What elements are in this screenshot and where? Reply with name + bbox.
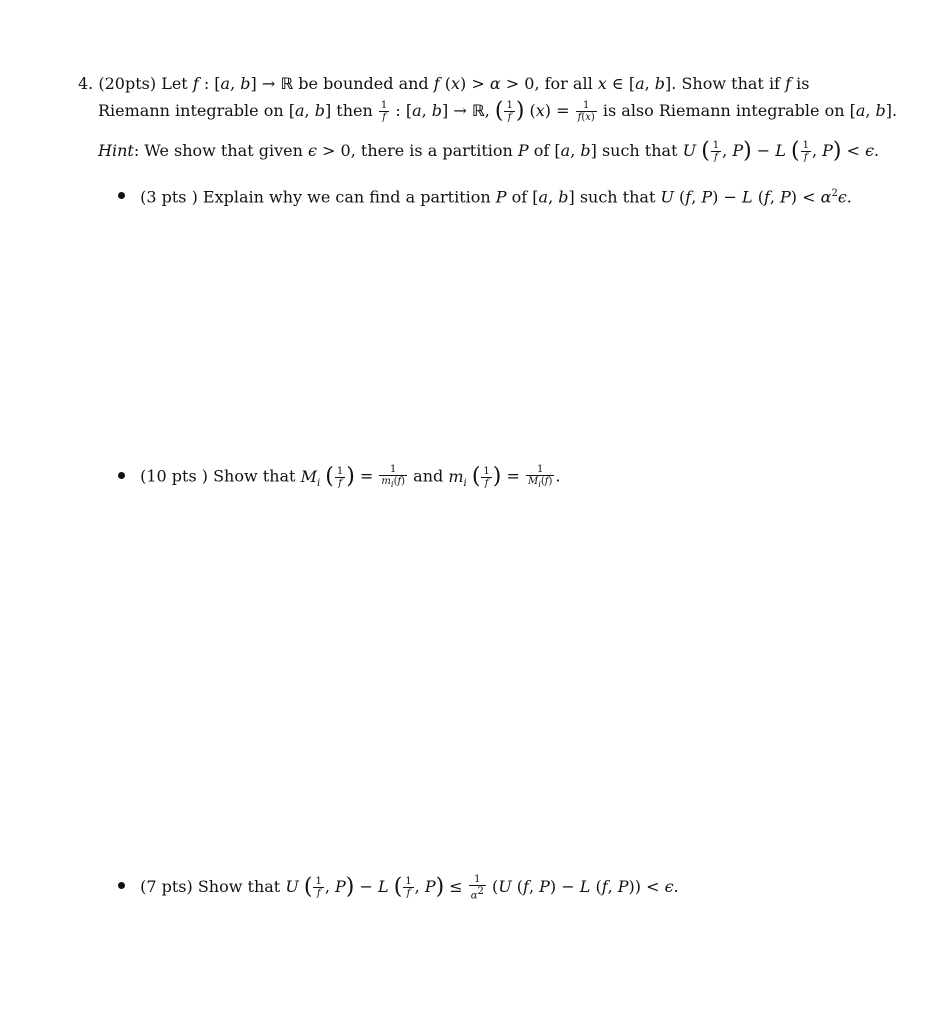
problem-also: is also Riemann integrable on — [602, 101, 845, 120]
part-1-text-2: of — [511, 187, 528, 207]
part-1-text-3: such that — [579, 187, 656, 207]
problem-then: then — [336, 101, 373, 120]
part-2-points: (10 pts ) — [140, 466, 208, 486]
hint-text-2: there is a partition — [360, 141, 513, 160]
problem-number: 4. — [78, 74, 94, 93]
bullet-icon — [118, 192, 125, 199]
hint-line: Hint: We show that given ϵ > 0, there is a partition P of [a, b] such that U ( $\frac{1}{f}$ , P) − L ( $\frac{1}{f}$ , P) < ϵ. — [98, 138, 880, 164]
part-3-points: (7 pts) — [140, 877, 193, 897]
problem-is: is — [796, 74, 810, 93]
problem-intro: Let — [161, 74, 188, 93]
part-2: (10 pts ) Show that $M_i$ ( $\frac{1}{f}$ ) = $\frac{1}{m_i(f)}$ and $m_i$ ( $\frac{1}{f}$ ) = $\frac{1}{M_i(f)}$ . — [118, 464, 561, 494]
part-1-points: (3 pts ) — [140, 187, 198, 207]
hint-label: Hint — [98, 141, 134, 160]
problem-statement-line-1: 4. (20pts) Let f : [a, b] → ℝ be bounded and f (x) > α > 0, for all x ∈ [a, b]. Show that if f is — [78, 74, 810, 93]
part-1: (3 pts ) Explain why we can find a partition P of [a, b] such that U (f, P) − L (f, $P) < \alpha^2\epsilon$. — [118, 184, 852, 207]
problem-condition: be bounded and — [298, 74, 429, 93]
part-3: (7 pts) Show that U ( $\frac{1}{f}$ , P) − L ( $\frac{1}{f}$ , P) ≤ $\frac{1}{\alpha^2}$ (U (f, P) − L (f, P)) < ϵ. — [118, 874, 679, 901]
part-2-and: and — [413, 466, 444, 486]
hint-text: We show that given — [144, 141, 303, 160]
bullet-icon — [118, 472, 125, 479]
problem-statement-line-2: Riemann integrable on [a, b] then $\frac{1}{f}$ : [a, b] → ℝ, ( $\frac{1}{f}$ ) (x) = $\frac{1}{f(x)}$ is also Riemann integrable on [a, b]. — [98, 98, 898, 124]
bullet-icon — [118, 882, 125, 889]
hint-text-3: of — [533, 141, 550, 160]
part-2-text: Show that — [213, 466, 296, 486]
part-1-text: Explain why we can find a partition — [202, 187, 491, 207]
problem-points: (20pts) — [98, 74, 157, 93]
problem-riemann: Riemann integrable on — [98, 101, 284, 120]
problem-show: Show that if — [681, 74, 780, 93]
part-3-text: Show that — [197, 877, 281, 897]
problem-forall: for all — [544, 74, 593, 93]
hint-text-4: such that — [601, 141, 678, 160]
